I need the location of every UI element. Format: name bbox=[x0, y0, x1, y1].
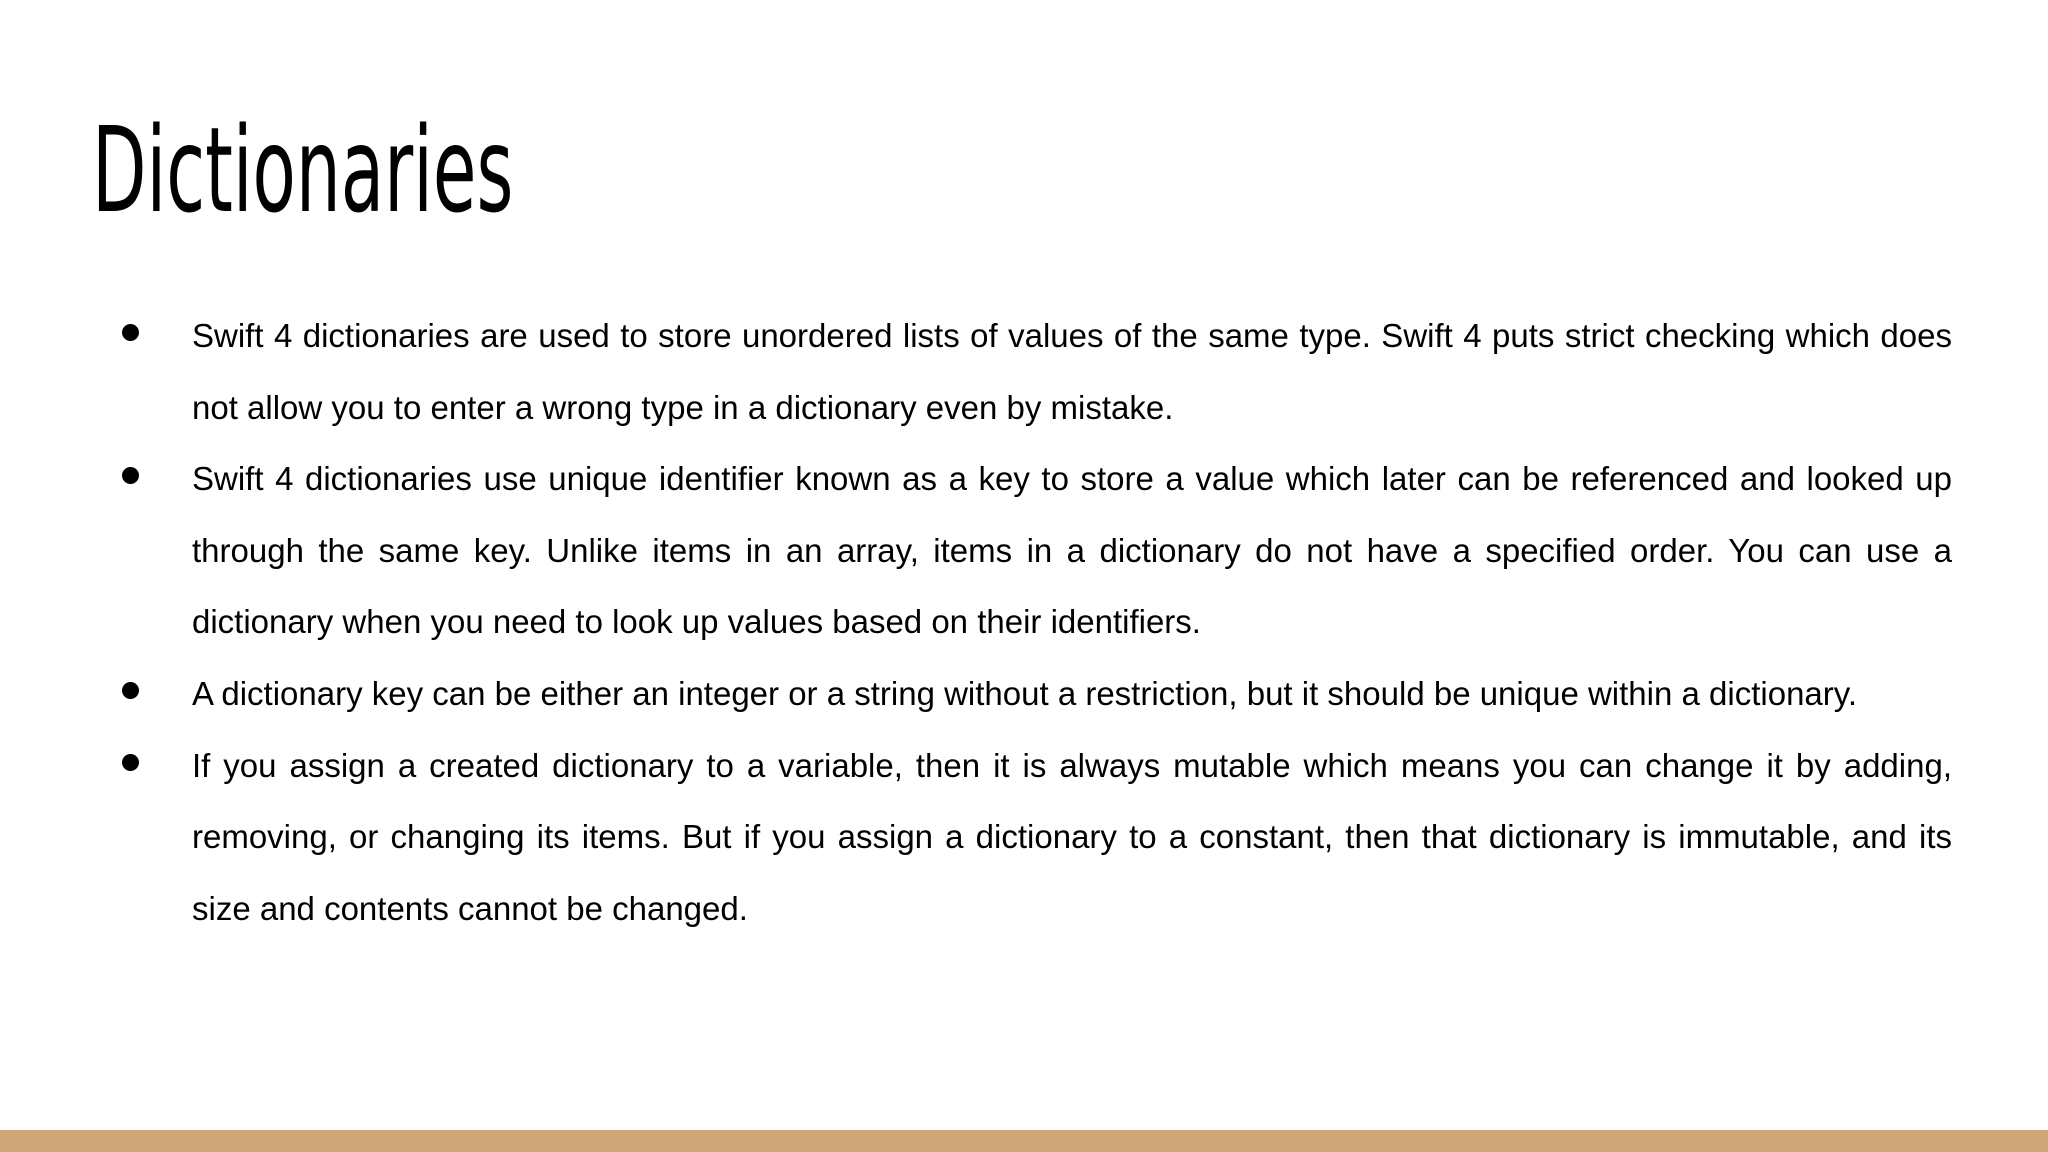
bullet-text: If you assign a created dictionary to a variable, then it is always mutable which means you can change it by adding, removing, or changing its items. But if you assign a dictionary to a constant, then that dictionary is immutable, and its size and contents cannot be changed. bbox=[192, 746, 1952, 927]
bullet-list bbox=[192, 300, 1952, 944]
bullet-item bbox=[192, 658, 1952, 730]
slide-title: Dictionaries bbox=[92, 101, 514, 239]
bullet-dot-icon bbox=[122, 324, 139, 341]
bullet-text: Swift 4 dictionaries are used to store unordered lists of values of the same type. Swift 4 puts strict checking which does not allow you to enter a wrong type in a dictionary even by mistake. bbox=[192, 317, 1952, 426]
bullet-item bbox=[192, 300, 1952, 443]
bullet-item bbox=[192, 730, 1952, 945]
bullet-text: Swift 4 dictionaries use unique identifier known as a key to store a value which later can be referenced and looked up through the same key. Unlike items in an array, items in a dictionary do not have a specified order. You can use a dictionary when you need to look up values based on their identifiers. bbox=[192, 460, 1952, 641]
bullet-dot-icon bbox=[122, 467, 139, 484]
bullet-dot-icon bbox=[122, 754, 139, 771]
bullet-dot-icon bbox=[122, 682, 139, 699]
bullet-item bbox=[192, 443, 1952, 658]
footer-accent-bar bbox=[0, 1130, 2048, 1152]
bullet-text: A dictionary key can be either an integer or a string without a restriction, but it should be unique within a dictionary. bbox=[192, 674, 1857, 712]
